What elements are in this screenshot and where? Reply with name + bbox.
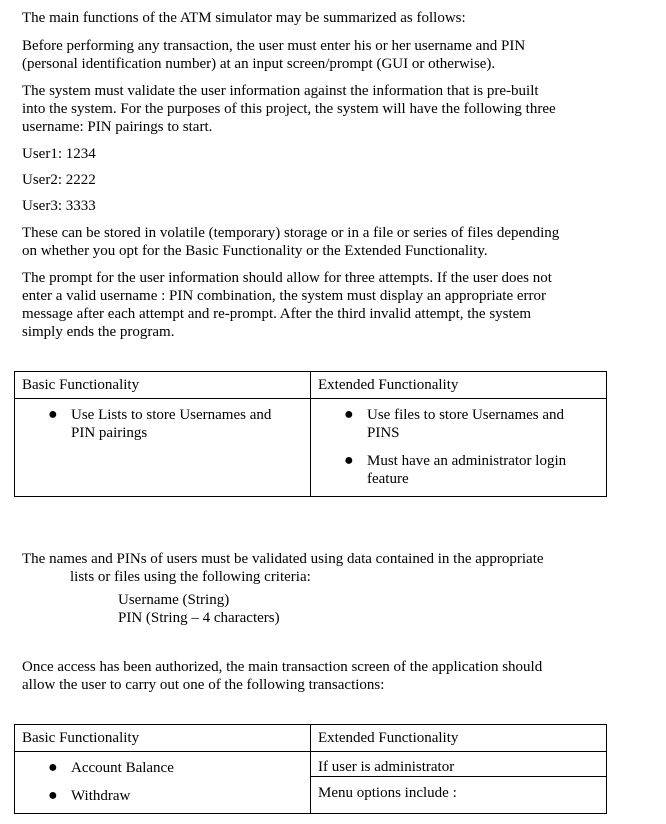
- storage-line-1: These can be stored in volatile (temporary) storage or in a file or series of files depending: [22, 225, 560, 241]
- table2-basic-cell: [15, 752, 311, 814]
- bullet-icon: ●: [344, 452, 354, 469]
- bullet-icon: ●: [48, 406, 58, 423]
- table2-basic-item-2: Withdraw: [71, 788, 131, 804]
- table1-extended-item2-line-2: feature: [367, 471, 409, 487]
- functionality-table-transactions: [14, 724, 607, 814]
- user-pairing-3: User3: 3333: [22, 198, 96, 214]
- table1-extended-cell: [311, 399, 607, 497]
- bullet-icon: ●: [48, 759, 58, 776]
- user-pairing-1: User1: 1234: [22, 146, 96, 162]
- table2-basic-item-1: Account Balance: [71, 760, 174, 776]
- table2-extended-header: Extended Functionality: [311, 725, 607, 752]
- criteria-pin: PIN (String – 4 characters): [118, 610, 280, 626]
- list-item: [15, 787, 310, 805]
- table1-basic-cell: [15, 399, 311, 497]
- table2-extended-line-1: If user is administrator: [311, 758, 606, 777]
- names-line-2: lists or files using the following criteria:: [70, 569, 311, 585]
- bullet-icon: ●: [344, 406, 354, 423]
- validate-line-3: username: PIN pairings to start.: [22, 119, 213, 135]
- access-line-1: Once access has been authorized, the main transaction screen of the application should: [22, 659, 543, 675]
- table2-extended-cell: [311, 752, 607, 814]
- user-pairing-2: User2: 2222: [22, 172, 96, 188]
- storage-line-2: on whether you opt for the Basic Functionality or the Extended Functionality.: [22, 243, 488, 259]
- before-line-2: (personal identification number) at an input screen/prompt (GUI or otherwise).: [22, 56, 496, 72]
- table1-extended-item1-line-2: PINS: [367, 425, 400, 441]
- list-item: [311, 406, 606, 442]
- prompt-line-1: The prompt for the user information should allow for three attempts. If the user does not: [22, 270, 552, 286]
- prompt-line-3: message after each attempt and re-prompt. After the third invalid attempt, the system: [22, 306, 531, 322]
- table1-basic-item-line-2: PIN pairings: [71, 425, 148, 441]
- table1-extended-item2-line-1: Must have an administrator login: [367, 453, 567, 469]
- list-item: [15, 406, 310, 442]
- table1-extended-item1-line-1: Use files to store Usernames and: [367, 407, 565, 423]
- validate-line-1: The system must validate the user information against the information that is pre-built: [22, 83, 539, 99]
- access-line-2: allow the user to carry out one of the following transactions:: [22, 677, 385, 693]
- before-line-1: Before performing any transaction, the user must enter his or her username and PIN: [22, 38, 526, 54]
- table2-extended-line-2: Menu options include :: [318, 785, 457, 801]
- table1-basic-item-line-1: Use Lists to store Usernames and: [71, 407, 272, 423]
- prompt-line-2: enter a valid username : PIN combination, the system must display an appropriate error: [22, 288, 547, 304]
- list-item: [15, 759, 310, 777]
- names-line-1: The names and PINs of users must be validated using data contained in the appropriate: [22, 551, 544, 567]
- criteria-username: Username (String): [118, 592, 230, 608]
- table2-basic-header: Basic Functionality: [15, 725, 311, 752]
- intro-text: The main functions of the ATM simulator may be summarized as follows:: [22, 10, 466, 26]
- bullet-icon: ●: [48, 787, 58, 804]
- validate-line-2: into the system. For the purposes of this project, the system will have the following three: [22, 101, 556, 117]
- prompt-line-4: simply ends the program.: [22, 324, 175, 340]
- table1-extended-header: Extended Functionality: [311, 372, 607, 399]
- list-item: [311, 452, 606, 488]
- table1-basic-header: Basic Functionality: [15, 372, 311, 399]
- functionality-table-storage: [14, 371, 607, 497]
